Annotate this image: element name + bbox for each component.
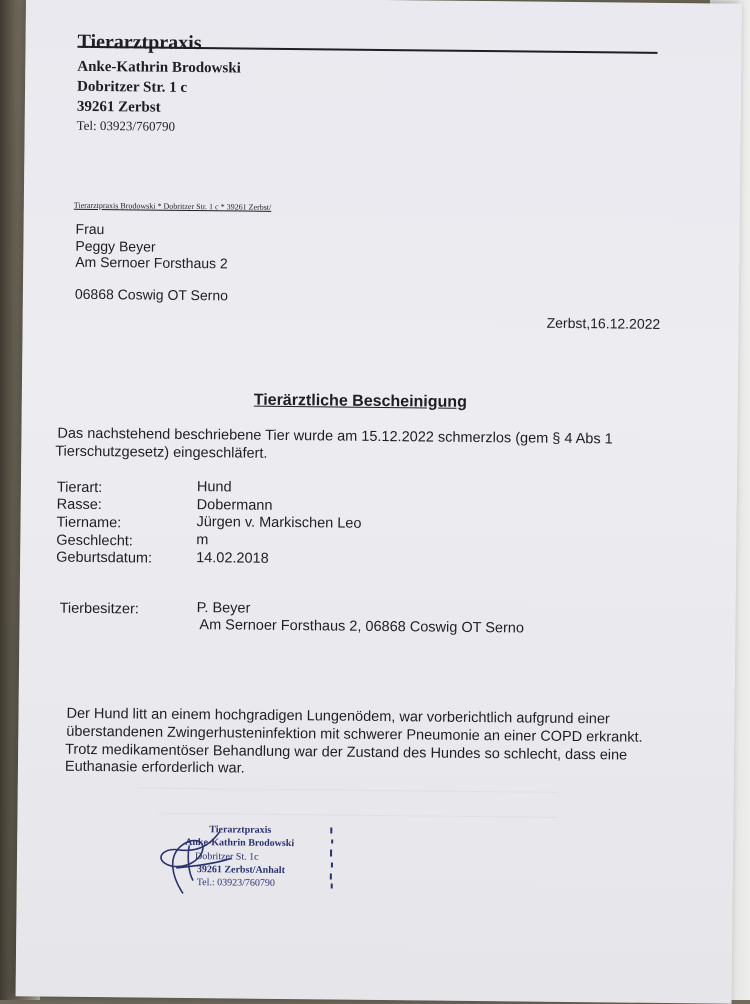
signature-scribble xyxy=(153,818,244,899)
stamp-name: Anke-Kathrin Brodowski xyxy=(185,836,295,850)
animal-value: Dobermann xyxy=(196,497,273,514)
animal-value: m xyxy=(196,532,209,549)
stamp-city: 39261 Zerbst/Anhalt xyxy=(196,864,285,877)
letter-sheet xyxy=(16,0,742,1004)
findings-line-3: Trotz medikamentöser Behandlung war der Zustand des Hundes so schlecht, dass eine xyxy=(65,741,628,764)
recipient-city: 06868 Coswig OT Serno xyxy=(74,285,229,304)
letterhead-phone: Tel: 03923/760790 xyxy=(76,117,176,134)
paper-texture xyxy=(138,787,558,792)
animal-label: Tiername: xyxy=(56,514,122,532)
letter-date: Zerbst,16.12.2022 xyxy=(546,314,661,332)
stamp-phone: Tel.: 03923/760790 xyxy=(196,877,275,889)
recipient-salutation: Frau xyxy=(75,220,105,238)
stamp-street: Dobritzer St. 1c xyxy=(194,851,259,863)
owner-label: Tierbesitzer: xyxy=(59,600,139,618)
paper-texture xyxy=(157,813,557,818)
letterhead-city: 39261 Zerbst xyxy=(76,98,161,116)
recipient-name: Peggy Beyer xyxy=(75,237,156,255)
animal-label: Geburtsdatum: xyxy=(56,549,153,567)
stamp-edge-marks xyxy=(327,825,338,891)
intro-line-1: Das nachstehend beschriebene Tier wurde am 15.12.2022 schmerzlos (gem § 4 Abs 1 xyxy=(57,425,613,448)
findings-line-1: Der Hund litt an einem hochgradigen Lungenödem, war vorberichtlich aufgrund einer xyxy=(66,705,610,728)
letterhead-name: Anke-Kathrin Brodowski xyxy=(77,58,241,77)
animal-label: Tierart: xyxy=(56,479,103,497)
findings-line-4: Euthanasie erforderlich war. xyxy=(64,758,245,777)
animal-label: Rasse: xyxy=(56,496,102,514)
animal-value: Hund xyxy=(196,479,232,496)
animal-value: 14.02.2018 xyxy=(196,550,269,567)
animal-label: Geschlecht: xyxy=(56,532,133,550)
stamp-practice: Tierarztpraxis xyxy=(209,824,272,836)
findings-line-2: überstandenen Zwingerhusteninfektion mit schwerer Pneumonie an einer COPD erkrankt. xyxy=(66,723,643,746)
document-title: Tierärztliche Bescheinigung xyxy=(253,391,467,411)
animal-value: Jürgen v. Markischen Leo xyxy=(196,514,362,532)
letterhead-street: Dobritzer Str. 1 c xyxy=(76,78,188,96)
owner-address: Am Sernoer Forsthaus 2, 06868 Coswig OT Serno xyxy=(199,617,525,637)
owner-name: P. Beyer xyxy=(196,600,251,617)
letterhead-practice: Tierarztpraxis xyxy=(77,30,202,55)
recipient-street: Am Sernoer Forsthaus 2 xyxy=(75,253,228,272)
sender-return-line: Tierarztpraxis Brodowski * Dobritzer Str. 1 c * 39261 Zerbst/ xyxy=(73,200,272,212)
intro-line-2: Tierschutzgesetz) eingeschläfert. xyxy=(55,443,268,462)
